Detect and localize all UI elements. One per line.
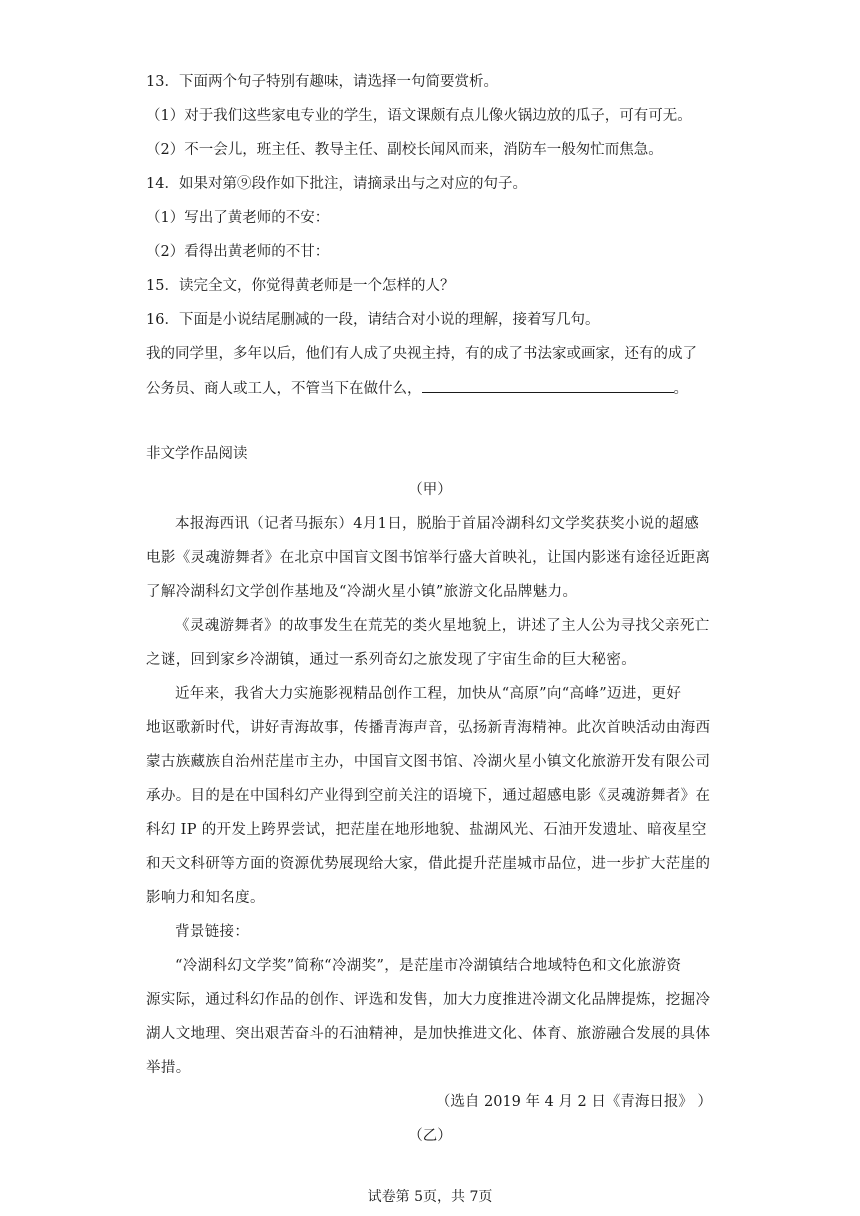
article-line: 电影《灵魂游舞者》在北京中国盲文图书馆举行盛大首映礼，让国内影迷有途径近距离 xyxy=(146,550,711,566)
article-line: 湖人文地理、突出艰苦奋斗的石油精神，是加快推进文化、体育、旅游融合发展的具体 xyxy=(146,1026,711,1042)
question-13: 13．下面两个句子特别有趣味，请选择一句简要赏析。 xyxy=(146,74,498,90)
section-title: 非文学作品阅读 xyxy=(146,446,248,462)
question-16-text-suffix: 。 xyxy=(673,381,688,397)
article-line: 源实际，通过科幻作品的创作、评选和发售，加大力度推进冷湖文化品牌提炼，挖掘冷 xyxy=(146,992,711,1008)
article-line: 之谜，回到家乡冷湖镇，通过一系列奇幻之旅发现了宇宙生命的巨大秘密。 xyxy=(146,652,637,668)
question-14: 14．如果对第⑨段作如下批注，请摘录出与之对应的句子。 xyxy=(146,176,527,192)
question-16: 16．下面是小说结尾删减的一段，请结合对小说的理解，接着写几句。 xyxy=(146,312,600,328)
article-line: “冷湖科幻文学奖”简称“冷湖奖”，是茫崖市冷湖镇结合地域特色和文化旅游资 xyxy=(175,958,682,974)
question-15: 15．读完全文，你觉得黄老师是一个怎样的人？ xyxy=(146,278,455,294)
article-jia-label: （甲） xyxy=(408,482,452,498)
article-source: （选自 2019 年 4 月 2 日《青海日报》 ） xyxy=(435,1094,712,1110)
article-line: 《灵魂游舞者》的故事发生在荒芜的类火星地貌上，讲述了主人公为寻找父亲死亡 xyxy=(175,618,710,634)
article-line: 和天文科研等方面的资源优势展现给大家，借此提升茫崖城市品位，进一步扩大茫崖的 xyxy=(146,856,711,872)
question-14-item-1: （1）写出了黄老师的不安： xyxy=(146,210,330,226)
question-16-text-line-1: 我的同学里，多年以后，他们有人成了央视主持，有的成了书法家或画家，还有的成了 xyxy=(146,346,697,362)
article-line: 承办。目的是在中国科幻产业得到空前关注的语境下，通过超感电影《灵魂游舞者》在 xyxy=(146,788,711,804)
article-line: 科幻 IP 的开发上跨界尝试，把茫崖在地形地貌、盐湖风光、石油开发遗址、暗夜星空 xyxy=(146,822,707,838)
article-line: 影响力和知名度。 xyxy=(146,890,265,906)
background-link-heading: 背景链接： xyxy=(175,924,250,940)
page-footer: 试卷第 5页，共 7页 xyxy=(367,1189,493,1205)
question-13-option-2: （2）不一会儿，班主任、教导主任、副校长闻风而来，消防车一般匆忙而焦急。 xyxy=(146,142,663,158)
article-yi-label: （乙） xyxy=(408,1128,452,1144)
article-line: 本报海西讯（记者马振东）4月1日，脱胎于首届冷湖科幻文学奖获奖小说的超感 xyxy=(175,516,700,532)
question-16-text-line-2 xyxy=(146,378,688,399)
article-line: 举措。 xyxy=(146,1060,191,1076)
question-13-option-1: （1）对于我们这些家电专业的学生，语文课颇有点儿像火锅边放的瓜子，可有可无。 xyxy=(146,108,692,124)
article-line: 地讴歌新时代，讲好青海故事，传播青海声音，弘扬新青海精神。此次首映活动由海西 xyxy=(146,720,711,736)
question-16-text-prefix: 公务员、商人或工人，不管当下在做什么， xyxy=(146,381,422,397)
article-line: 近年来，我省大力实施影视精品创作工程，加快从“高原”向“高峰”迈进，更好 xyxy=(175,686,682,702)
question-14-item-2: （2）看得出黄老师的不甘： xyxy=(146,244,330,260)
article-line: 了解冷湖科幻文学创作基地及“冷湖火星小镇”旅游文化品牌魅力。 xyxy=(146,584,578,600)
answer-blank xyxy=(422,378,674,393)
article-line: 蒙古族藏族自治州茫崖市主办，中国盲文图书馆、冷湖火星小镇文化旅游开发有限公司 xyxy=(146,754,711,770)
